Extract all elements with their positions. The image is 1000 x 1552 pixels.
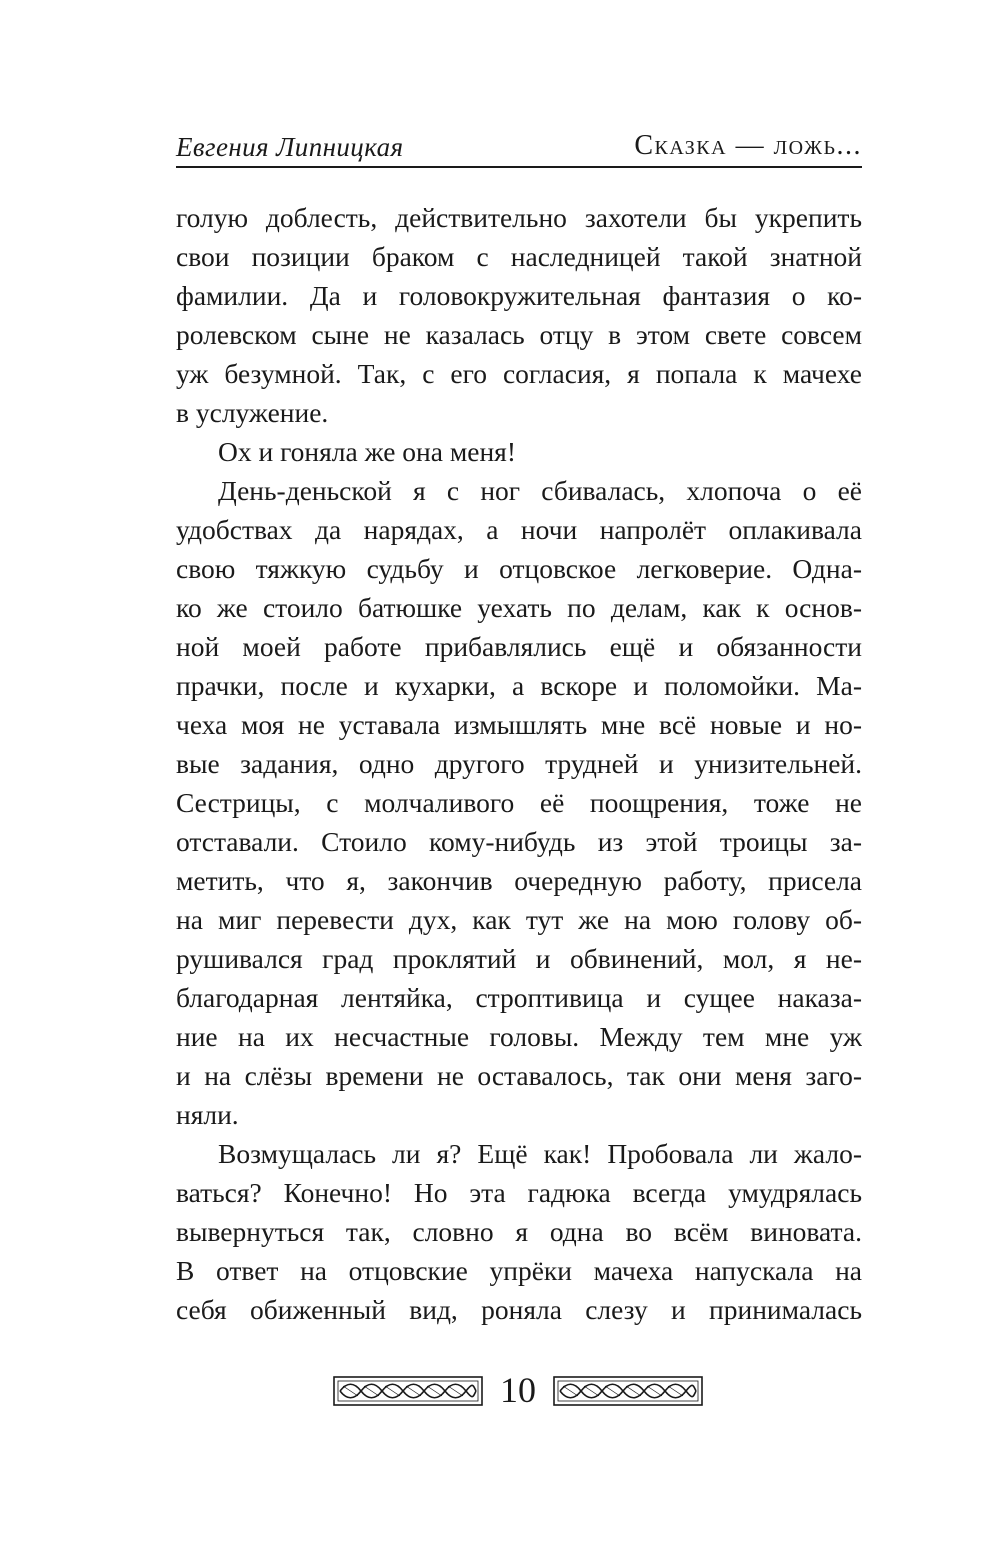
text-line: В ответ на отцовские упрёки мачеха напускала на (176, 1255, 862, 1286)
text-line: отставали. Стоило кому-нибудь из этой троицы за- (176, 826, 862, 857)
header-author: Евгения Липницкая (176, 132, 404, 162)
text-line: ролевском сыне не казалась отцу в этом свете совсем (176, 319, 862, 350)
text-line: свои позиции браком с наследницей такой знатной (176, 241, 862, 272)
text-line: вые задания, одно другого трудней и унизительней. (176, 748, 862, 779)
text-line: вывернуться так, словно я одна во всём виновата. (176, 1216, 862, 1247)
text-line: няли. (176, 1099, 239, 1130)
text-line: фамилии. Да и головокружительная фантазия о ко- (176, 280, 862, 311)
text-line: себя обиженный вид, роняла слезу и принималась (176, 1294, 862, 1325)
celtic-knot-ornament-icon (333, 1376, 483, 1406)
text-line: свою тяжкую судьбу и отцовское легковерие. Одна- (176, 553, 862, 584)
page-footer (0, 1362, 1000, 1422)
text-line: голую доблесть, действительно захотели бы укрепить (176, 202, 862, 233)
text-line: Ох и гоняла же она меня! (218, 436, 516, 467)
text-line: День-деньской я с ног сбивалась, хлопоча о её (218, 475, 862, 506)
text-line: метить, что я, закончив очередную работу, присела (176, 865, 862, 896)
header-rule (176, 166, 862, 168)
text-line: в услужение. (176, 397, 329, 428)
text-line: ной моей работе прибавлялись ещё и обязанности (176, 631, 862, 662)
text-line: и на слёзы времени не оставалось, так они меня заго- (176, 1060, 862, 1091)
body-text (176, 198, 862, 1329)
celtic-knot-ornament-icon (553, 1376, 703, 1406)
text-line: прачки, после и кухарки, а вскоре и поломойки. Ма- (176, 670, 862, 701)
text-line: на миг перевести дух, как тут же на мою голову об- (176, 904, 862, 935)
page-number: 10 (500, 1370, 536, 1410)
text-line: благодарная лентяйка, строптивица и сущее наказа- (176, 982, 862, 1013)
header-book-title: Сказка — ложь... (634, 130, 862, 161)
text-line: уж безумной. Так, с его согласия, я попала к мачехе (176, 358, 862, 389)
running-header (176, 128, 862, 162)
text-line: удобствах да нарядах, а ночи напролёт оплакивала (176, 514, 862, 545)
text-line: рушивался град проклятий и обвинений, мол, я не- (176, 943, 862, 974)
text-line: чеха моя не уставала измышлять мне всё новые и но- (176, 709, 862, 740)
text-line: ние на их несчастные головы. Между тем мне уж (176, 1021, 862, 1052)
text-line: ваться? Конечно! Но эта гадюка всегда умудрялась (176, 1177, 862, 1208)
text-line: Сестрицы, с молчаливого её поощрения, тоже не (176, 787, 862, 818)
text-line: ко же стоило батюшке уехать по делам, как к основ- (176, 592, 862, 623)
text-line: Возмущалась ли я? Ещё как! Пробовала ли жало- (218, 1138, 862, 1169)
